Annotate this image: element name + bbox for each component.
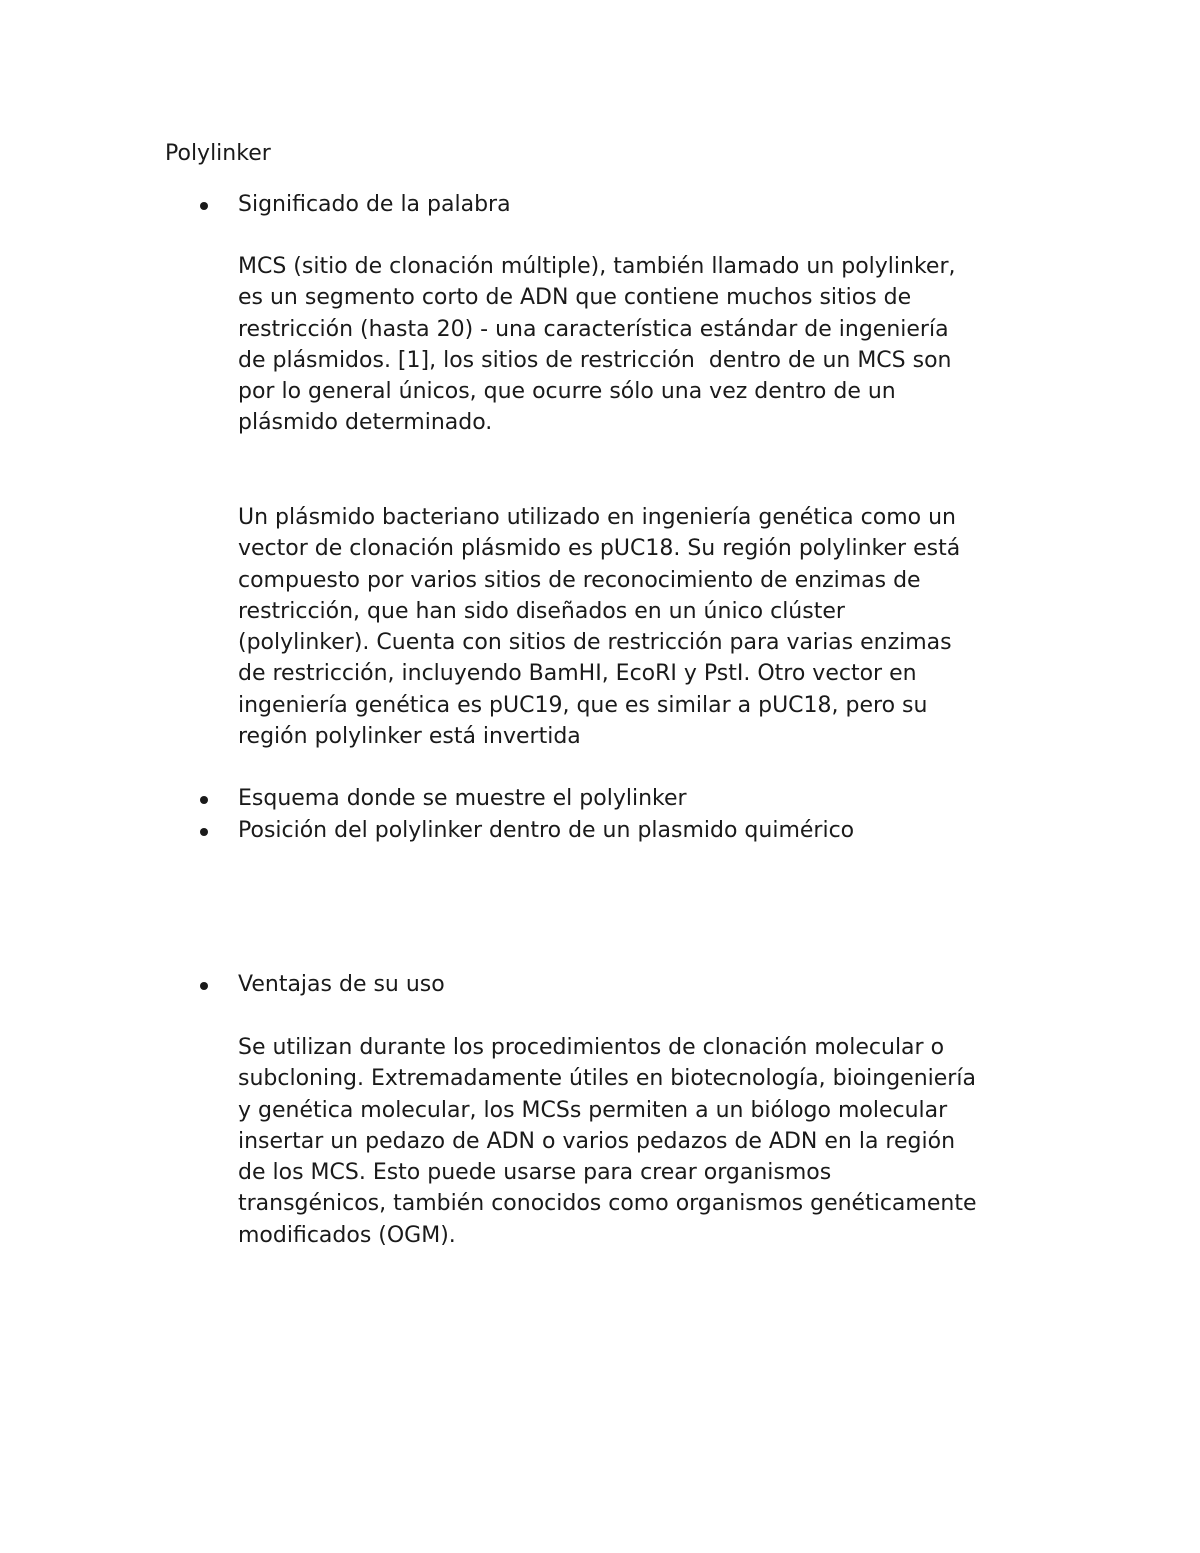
- bullet-esquema: Esquema donde se muestre el polylinker: [238, 786, 687, 811]
- paragraph-ventajas: Se utilizan durante los procedimientos de clonación molecular o subcloning. Extremadamente útiles en biotecnología, bioingeniería y genética molecular, los MCSs permiten a un biólogo molecular insertar un pedazo de ADN o varios pedazos de ADN en la región de los MCS. Esto puede usarse para crear organismos transgénicos, también conocidos como organismos genéticamente modificados (OGM).: [238, 1035, 977, 1248]
- bullet-significado: Significado de la palabra: [238, 192, 511, 217]
- bullet-ventajas: Ventajas de su uso: [238, 972, 445, 997]
- paragraph-mcs-definition: MCS (sitio de clonación múltiple), también llamado un polylinker, es un segmento corto de ADN que contiene muchos sitios de restricción (hasta 20) - una característica estándar de ingeniería de plásmidos. [1], los sitios de restricción dentro de un MCS son por lo general únicos, que ocurre sólo una vez dentro de un plásmido determinado.: [238, 254, 956, 436]
- paragraph-puc18: Un plásmido bacteriano utilizado en ingeniería genética como un vector de clonación plásmido es pUC18. Su región polylinker está compuesto por varios sitios de reconocimiento de enzimas de restricción, que han sido diseñados en un único clúster (polylinker). Cuenta con sitios de restricción para varias enzimas de restricción, incluyendo BamHI, EcoRI y PstI. Otro vector en ingeniería genética es pUC19, que es similar a pUC18, pero su región polylinker está invertida: [238, 505, 961, 750]
- document-title: Polylinker: [165, 141, 271, 166]
- bullet-posicion: Posición del polylinker dentro de un plasmido quimérico: [238, 818, 855, 843]
